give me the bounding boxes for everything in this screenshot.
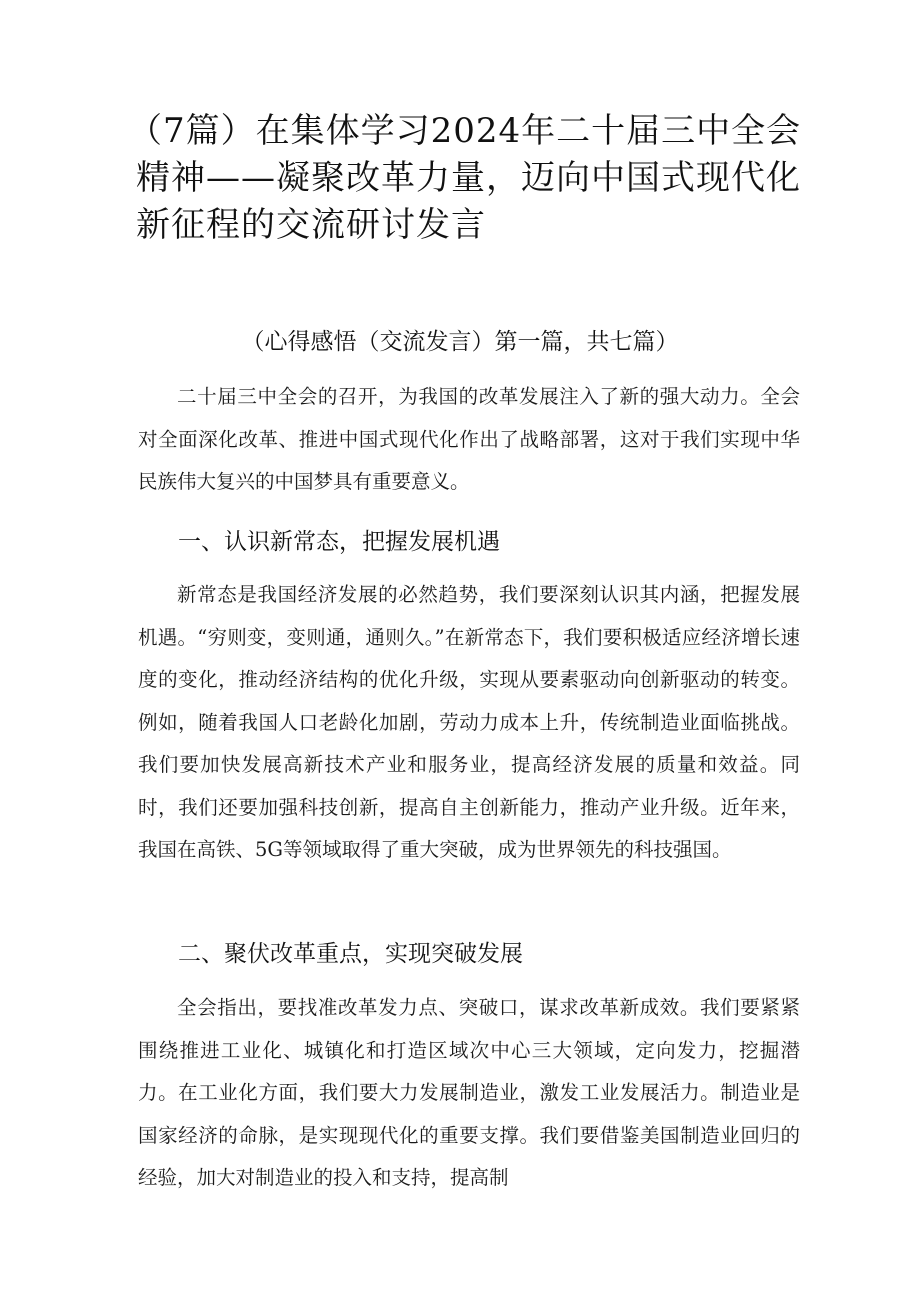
section-body-1: 新常态是我国经济发展的必然趋势，我们要深刻认识其内涵，把握发展机遇。“穷则变，变则通，通则久。”在新常态下，我们要积极适应经济增长速度的变化，推动经济结构的优化升级，实现从要素驱动向创新驱动的转变。例如，随着我国人口老龄化加剧，劳动力成本上升，传统制造业面临挑战。我们要加快发展高新技术产业和服务业，提高经济发展的质量和效益。同时，我们还要加强科技创新，提高自主创新能力，推动产业升级。近年来，我国在高铁、5G等领域取得了重大突破，成为世界领先的科技强国。 [138, 583, 800, 861]
section-body-2: 全会指出，要找准改革发力点、突破口，谋求改革新成效。我们要紧紧围绕推进工业化、城镇化和打造区域次中心三大领域，定向发力，挖掘潜力。在工业化方面，我们要大力发展制造业，激发工业发展活力。制造业是国家经济的命脉，是实现现代化的重要支撑。我们要借鉴美国制造业回归的经验，加大对制造业的投入和支持，提高制 [138, 996, 800, 1189]
intro-paragraph: 二十届三中全会的召开，为我国的改革发展注入了新的强大动力。全会对全面深化改革、推进中国式现代化作出了战略部署，这对于我们实现中华民族伟大复兴的中国梦具有重要意义。 [138, 385, 800, 493]
document-subtitle: （心得感悟（交流发言）第一篇，共七篇） [241, 329, 679, 355]
section-heading-1: 一、认识新常态，把握发展机遇 [178, 529, 500, 555]
document-title: （7篇）在集体学习2024年二十届三中全会精神——凝聚改革力量，迈向中国式现代化新征程的交流研讨发言 [128, 111, 802, 245]
section-heading-2: 二、聚伏改革重点，实现突破发展 [178, 941, 523, 967]
